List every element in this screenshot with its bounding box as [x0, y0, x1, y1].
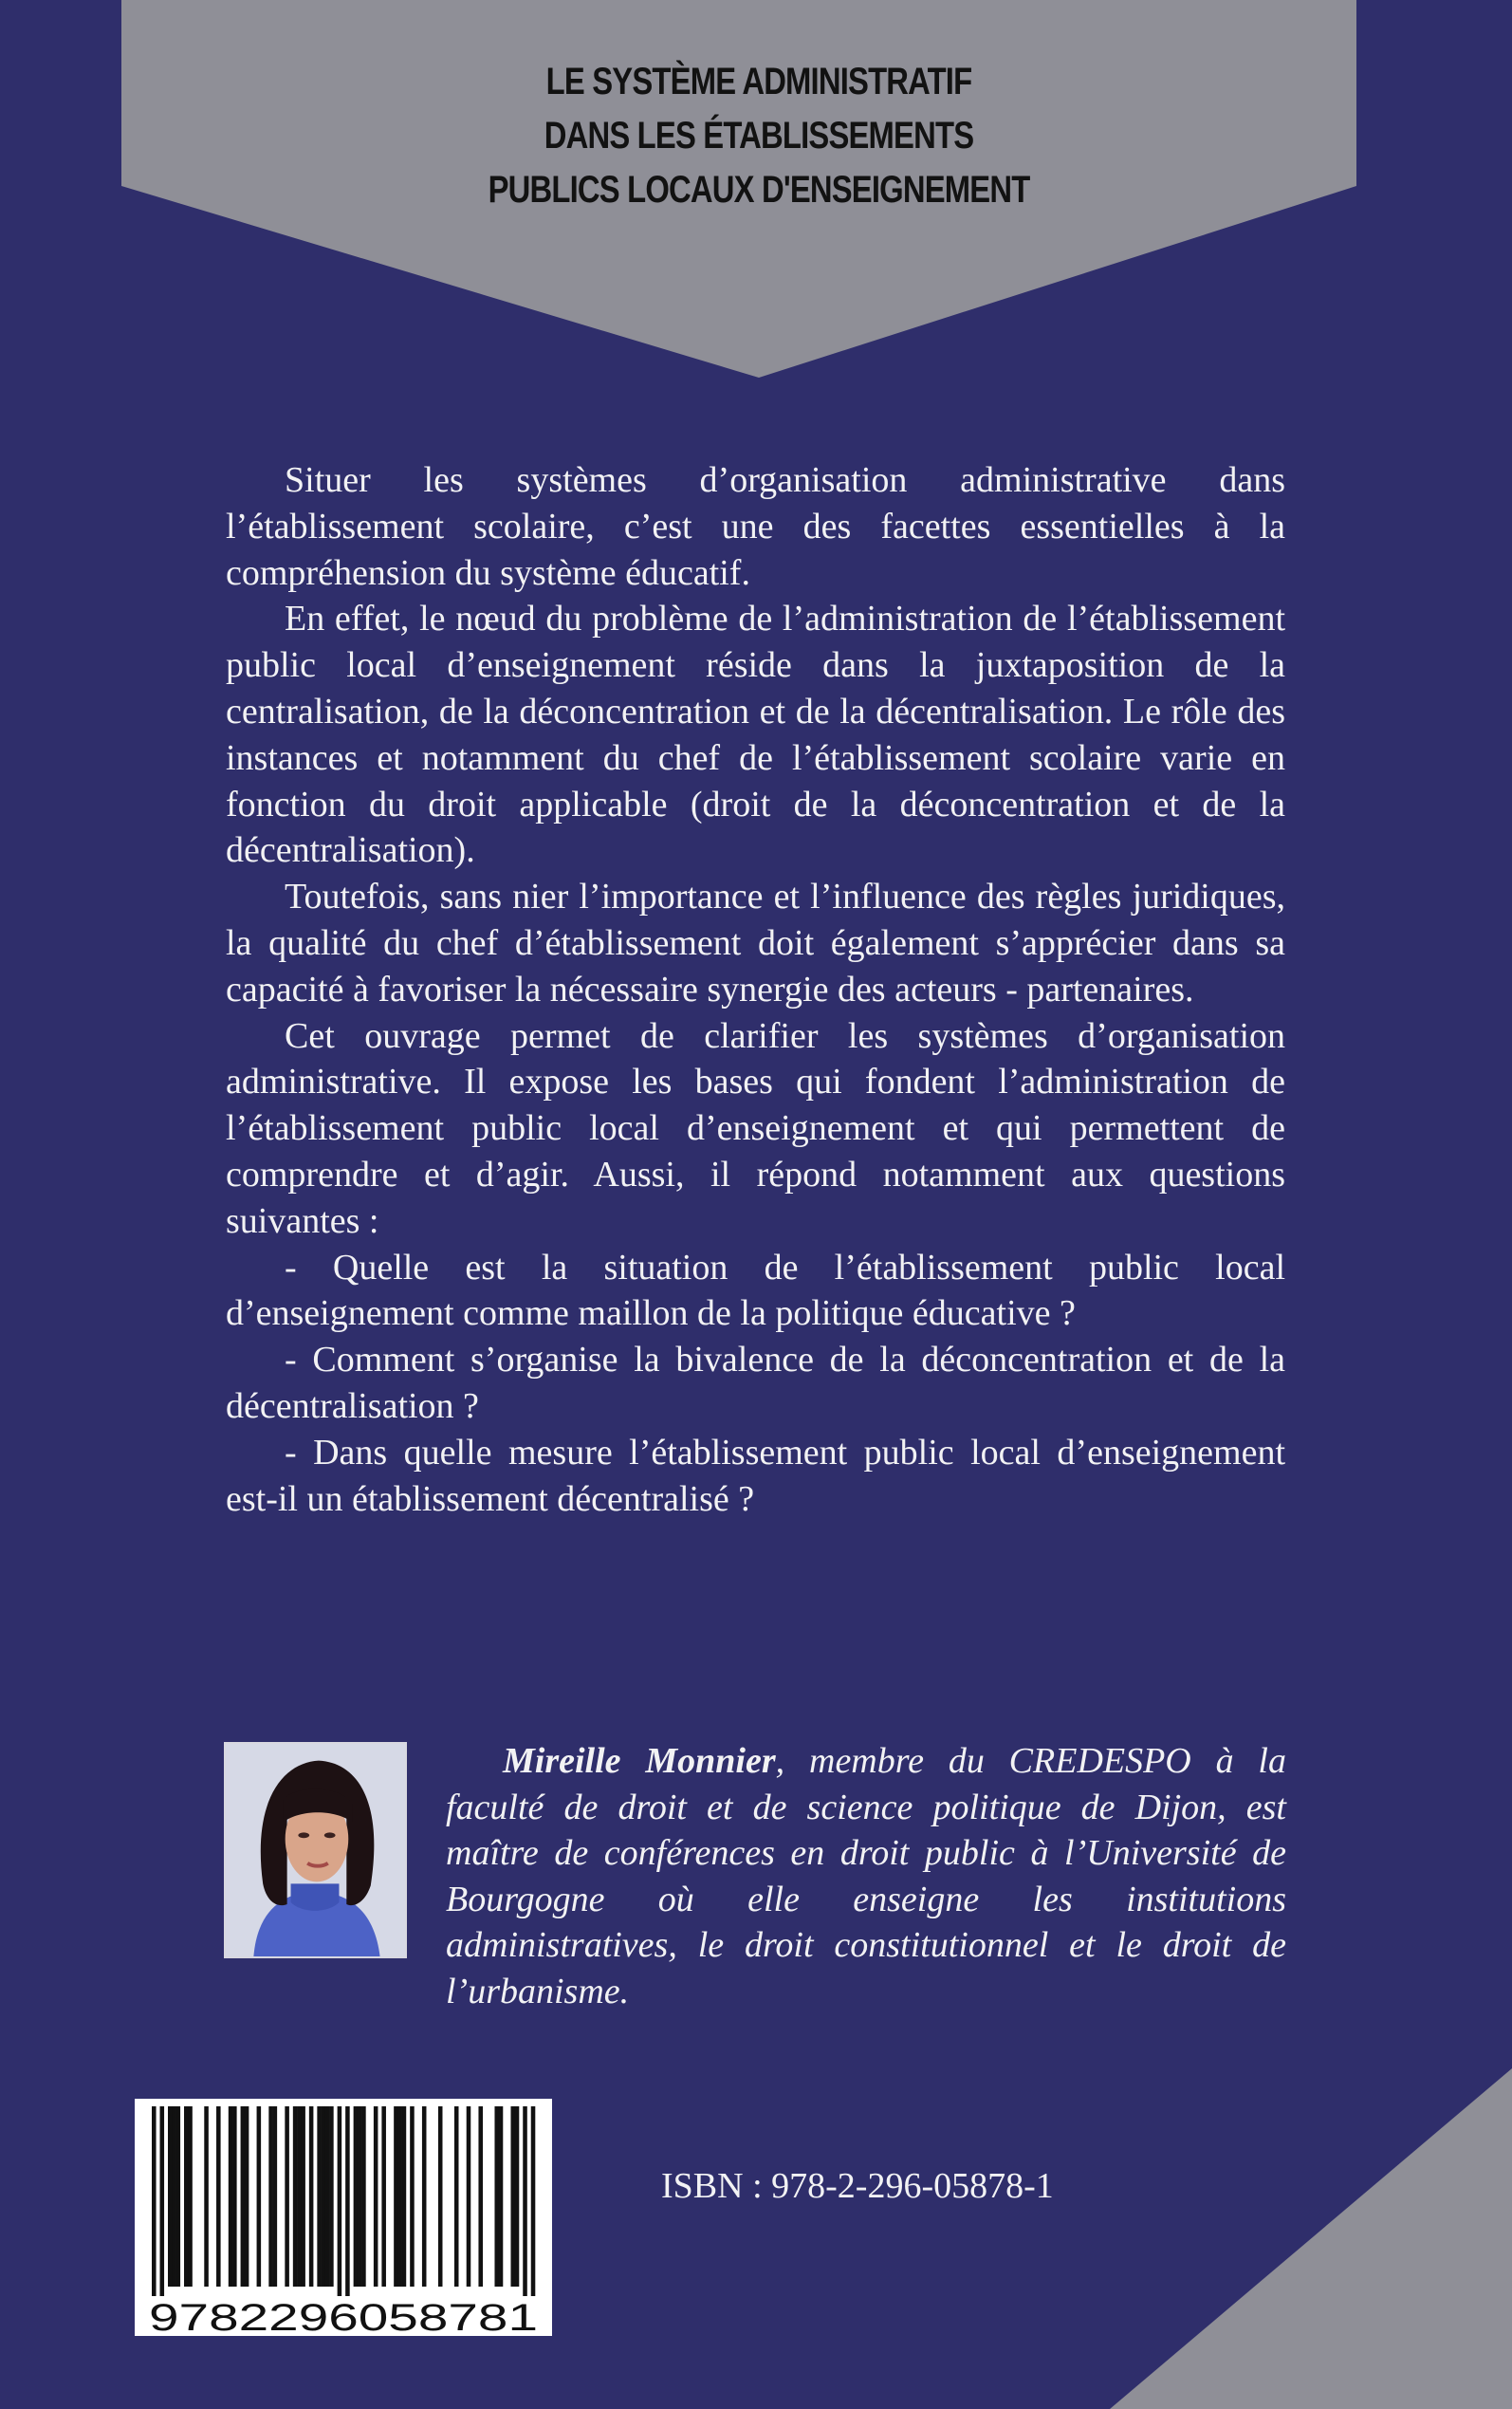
- barcode-bar: [438, 2106, 443, 2287]
- barcode-bar: [354, 2106, 359, 2287]
- summary-paragraph: Situer les systèmes d’organisation administrative dans l’établissement scolaire, c’est une des facettes essentielles à la compréhension du système éducatif.: [226, 460, 1285, 593]
- barcode-bar: [329, 2106, 334, 2287]
- author-name: Mireille Monnier: [503, 1741, 776, 1781]
- isbn-barcode: [135, 2099, 552, 2336]
- barcode-bar: [245, 2106, 249, 2287]
- barcode-bar: [285, 2106, 289, 2287]
- barcode-bar: [232, 2106, 237, 2287]
- summary-paragraph: Cet ouvrage permet de clarifier les systèmes d’organisation administrative. Il expose les bases qui fondent l’administration de l’établissement public local d’enseignement et qui permettent de comprendre et d’agir. Aussi, il répond notamment aux questions suivantes :: [226, 1015, 1285, 1241]
- barcode-bar: [325, 2106, 330, 2287]
- barcode-bar: [172, 2106, 176, 2287]
- barcode-bar: [454, 2106, 459, 2287]
- barcode-bar: [301, 2106, 305, 2287]
- book-summary: [226, 457, 1285, 1522]
- barcode-bar: [361, 2106, 366, 2287]
- barcode-bar: [397, 2106, 402, 2287]
- barcode-bar: [297, 2106, 302, 2287]
- summary-question: - Dans quelle mesure l’établissement public local d’enseignement est-il un établissement décentralisé ?: [226, 1432, 1285, 1519]
- barcode-digits: 9782296058781: [149, 2297, 538, 2336]
- barcode-bar: [531, 2106, 536, 2296]
- barcode-bar: [338, 2106, 342, 2296]
- barcode-bar: [241, 2106, 246, 2287]
- barcode-bar: [499, 2106, 504, 2287]
- barcode-bar: [257, 2106, 262, 2287]
- barcode-bar: [184, 2106, 189, 2287]
- barcode-bar: [160, 2106, 165, 2296]
- barcode-bar: [152, 2106, 157, 2296]
- barcode-bar: [293, 2106, 298, 2287]
- barcode-bar: [478, 2106, 483, 2287]
- barcode-bar: [273, 2106, 278, 2287]
- book-title: [463, 55, 1054, 217]
- barcode-bar: [268, 2106, 273, 2287]
- summary-paragraph: En effet, le nœud du problème de l’administration de l’établissement public local d’enseignement réside dans la juxtaposition de la centralisation, de la déconcentration et de la décentralisation. Le rôle des instances et notamment du chef de l’établissement scolaire varie en fonction du droit applicable (droit de la déconcentration et de la décentralisation).: [226, 599, 1285, 871]
- summary-question: - Quelle est la situation de l’établissement public local d’enseignement comme maillon de la politique éducative ?: [226, 1247, 1285, 1334]
- barcode-bars: [152, 2106, 535, 2296]
- barcode-bar: [467, 2106, 471, 2287]
- barcode-bar: [216, 2106, 221, 2287]
- barcode-bar: [410, 2106, 415, 2287]
- barcode-bar: [394, 2106, 398, 2287]
- summary-question: - Comment s’organise la bivalence de la déconcentration et de la décentralisation ?: [226, 1340, 1285, 1426]
- barcode-bar: [422, 2106, 427, 2287]
- barcode-bar: [510, 2106, 515, 2287]
- barcode-bar: [381, 2106, 386, 2287]
- isbn-number: ISBN : 978-2-296-05878-1: [661, 2166, 1054, 2206]
- title-line-2: DANS LES ÉTABLISSEMENTS: [544, 115, 974, 157]
- title-line-1: LE SYSTÈME ADMINISTRATIF: [545, 61, 972, 102]
- title-line-3: PUBLICS LOCAUX D'ENSEIGNEMENT: [488, 169, 1030, 211]
- barcode-bar: [317, 2106, 322, 2287]
- author-photo: [224, 1742, 407, 1958]
- barcode-bar: [204, 2106, 209, 2287]
- barcode-bar: [515, 2106, 520, 2287]
- barcode-bar: [229, 2106, 233, 2287]
- author-bio: [446, 1738, 1286, 2014]
- barcode-bar: [523, 2106, 527, 2296]
- barcode-bar: [358, 2106, 362, 2287]
- barcode-bar: [309, 2106, 314, 2287]
- barcode-bar: [176, 2106, 181, 2287]
- barcode-bar: [188, 2106, 193, 2287]
- barcode-bar: [494, 2106, 499, 2287]
- author-bio-text: , membre du CREDESPO à la faculté de droit et de science politique de Dijon, est maître de conférences en droit public à l’Université de Bourgogne où elle enseigne les institutions administratives, le droit constitutionnel et le droit de l’urbanisme.: [446, 1741, 1286, 2011]
- barcode-bar: [374, 2106, 378, 2287]
- barcode-bar: [168, 2106, 173, 2287]
- summary-paragraph: Toutefois, sans nier l’importance et l’influence des règles juridiques, la qualité du chef d’établissement doit également s’apprécier dans sa capacité à favoriser la nécessaire synergie des acteurs - partenaires.: [226, 877, 1285, 1010]
- barcode-bar: [345, 2106, 350, 2296]
- barcode-bar: [402, 2106, 407, 2287]
- barcode-bar: [322, 2106, 326, 2287]
